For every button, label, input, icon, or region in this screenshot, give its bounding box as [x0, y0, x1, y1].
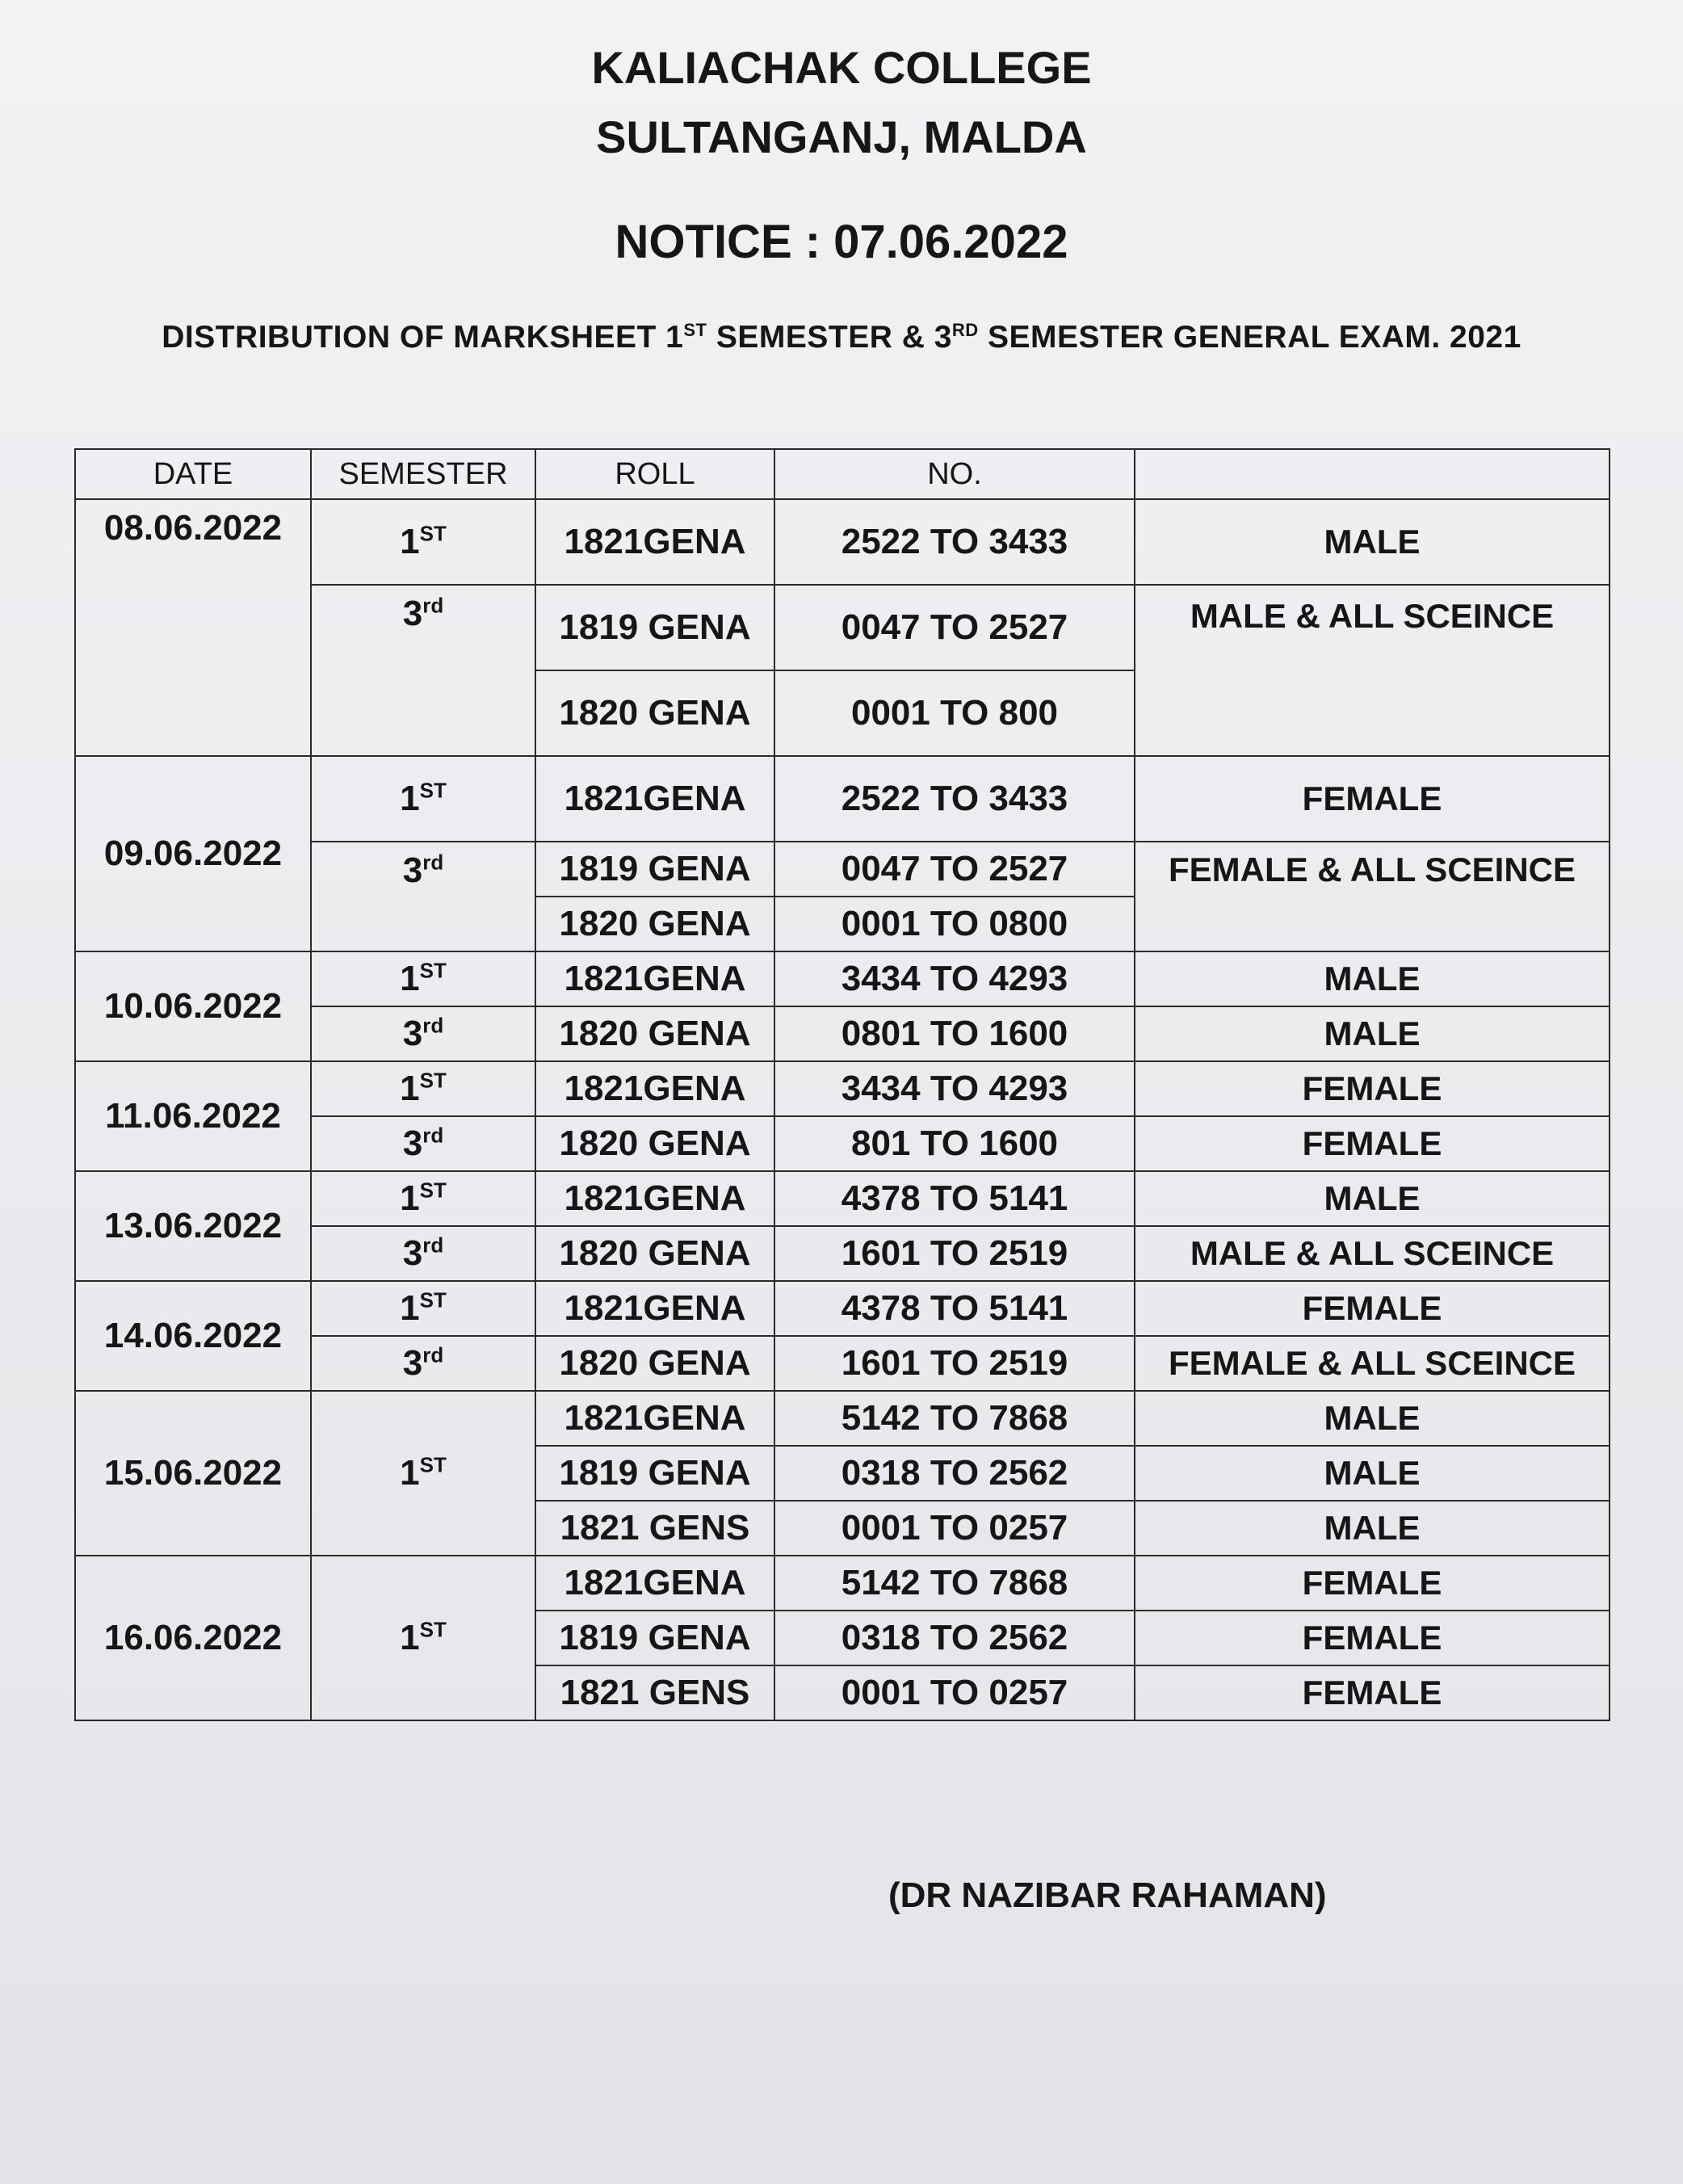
distribution-table: [74, 448, 1610, 1721]
semester-cell: 3rd: [311, 1226, 535, 1281]
no-cell: 0001 TO 800: [774, 670, 1135, 756]
table-row: [75, 951, 1610, 1006]
no-cell: 1601 TO 2519: [774, 1336, 1135, 1391]
category-cell: MALE: [1135, 1391, 1610, 1446]
date-cell: 09.06.2022: [75, 756, 311, 951]
roll-cell: 1819 GENA: [535, 1611, 774, 1665]
table-row: [75, 1171, 1610, 1226]
no-cell: 801 TO 1600: [774, 1116, 1135, 1171]
college-name: KALIACHAK COLLEGE: [591, 42, 1092, 93]
no-cell: 5142 TO 7868: [774, 1556, 1135, 1611]
roll-cell: 1821 GENS: [535, 1501, 774, 1556]
category-cell: FEMALE: [1135, 1116, 1610, 1171]
date-cell: 11.06.2022: [75, 1061, 311, 1171]
semester-cell: 3rd: [311, 1006, 535, 1061]
signatory-name: (DR NAZIBAR RAHAMAN): [888, 1875, 1327, 1915]
no-cell: 0318 TO 2562: [774, 1611, 1135, 1665]
category-cell: MALE & ALL SCEINCE: [1135, 585, 1610, 756]
header-no: NO.: [774, 449, 1135, 499]
subject-middle: SEMESTER & 3: [707, 320, 952, 355]
category-cell: FEMALE: [1135, 1281, 1610, 1336]
roll-cell: 1821GENA: [535, 1171, 774, 1226]
no-cell: 3434 TO 4293: [774, 951, 1135, 1006]
semester-cell: 1ST: [311, 1281, 535, 1336]
semester-cell: 3rd: [311, 842, 535, 951]
roll-cell: 1821GENA: [535, 1281, 774, 1336]
date-cell: 16.06.2022: [75, 1556, 311, 1720]
table-header-row: [75, 449, 1610, 499]
no-cell: 3434 TO 4293: [774, 1061, 1135, 1116]
no-cell: 5142 TO 7868: [774, 1391, 1135, 1446]
no-cell: 2522 TO 3433: [774, 756, 1135, 842]
roll-cell: 1821GENA: [535, 756, 774, 842]
date-cell: 13.06.2022: [75, 1171, 311, 1281]
semester-cell: 3rd: [311, 1116, 535, 1171]
category-cell: FEMALE: [1135, 1611, 1610, 1665]
subject-sup-2: RD: [951, 320, 979, 340]
roll-cell: 1821GENA: [535, 1556, 774, 1611]
no-cell: 0801 TO 1600: [774, 1006, 1135, 1061]
roll-cell: 1819 GENA: [535, 842, 774, 897]
category-cell: MALE: [1135, 1171, 1610, 1226]
notice-subject: [0, 320, 1683, 355]
roll-cell: 1819 GENA: [535, 1446, 774, 1501]
table-row: [75, 1281, 1610, 1336]
category-cell: MALE: [1135, 951, 1610, 1006]
roll-cell: 1821GENA: [535, 1391, 774, 1446]
category-cell: MALE: [1135, 1006, 1610, 1061]
subject-sup-1: ST: [683, 320, 707, 340]
no-cell: 4378 TO 5141: [774, 1281, 1135, 1336]
no-cell: 0047 TO 2527: [774, 585, 1135, 670]
no-cell: 0318 TO 2562: [774, 1446, 1135, 1501]
category-cell: FEMALE & ALL SCEINCE: [1135, 1336, 1610, 1391]
header-roll: ROLL: [535, 449, 774, 499]
semester-cell: 1ST: [311, 951, 535, 1006]
roll-cell: 1820 GENA: [535, 1336, 774, 1391]
table-row: [75, 1391, 1610, 1446]
no-cell: 1601 TO 2519: [774, 1226, 1135, 1281]
no-cell: 0001 TO 0257: [774, 1665, 1135, 1720]
category-cell: FEMALE: [1135, 1061, 1610, 1116]
category-cell: FEMALE: [1135, 756, 1610, 842]
category-cell: MALE: [1135, 1446, 1610, 1501]
roll-cell: 1821GENA: [535, 499, 774, 585]
semester-cell: 1ST: [311, 756, 535, 842]
semester-cell: 1ST: [311, 499, 535, 585]
no-cell: 2522 TO 3433: [774, 499, 1135, 585]
category-cell: MALE: [1135, 1501, 1610, 1556]
no-cell: 4378 TO 5141: [774, 1171, 1135, 1226]
semester-cell: 3rd: [311, 1336, 535, 1391]
subject-prefix: DISTRIBUTION OF MARKSHEET 1: [162, 320, 684, 355]
category-cell: FEMALE: [1135, 1665, 1610, 1720]
semester-cell: 3rd: [311, 585, 535, 756]
semester-cell: 1ST: [311, 1391, 535, 1556]
no-cell: 0001 TO 0800: [774, 897, 1135, 951]
date-cell: 15.06.2022: [75, 1391, 311, 1556]
notice-date: NOTICE : 07.06.2022: [615, 216, 1068, 268]
semester-cell: 1ST: [311, 1171, 535, 1226]
roll-cell: 1821GENA: [535, 1061, 774, 1116]
semester-cell: 1ST: [311, 1061, 535, 1116]
no-cell: 0047 TO 2527: [774, 842, 1135, 897]
table-row: [75, 1061, 1610, 1116]
table-row: [75, 499, 1610, 585]
roll-cell: 1820 GENA: [535, 1006, 774, 1061]
roll-cell: 1821 GENS: [535, 1665, 774, 1720]
college-address: SULTANGANJ, MALDA: [596, 111, 1087, 162]
roll-cell: 1820 GENA: [535, 897, 774, 951]
category-cell: MALE: [1135, 499, 1610, 585]
roll-cell: 1821GENA: [535, 951, 774, 1006]
roll-cell: 1820 GENA: [535, 1226, 774, 1281]
roll-cell: 1819 GENA: [535, 585, 774, 670]
table-row: [75, 756, 1610, 842]
table-row: [75, 1556, 1610, 1611]
semester-cell: 1ST: [311, 1556, 535, 1720]
header-category: [1135, 449, 1610, 499]
roll-cell: 1820 GENA: [535, 1116, 774, 1171]
subject-suffix: SEMESTER GENERAL EXAM. 2021: [978, 320, 1521, 355]
header-semester: SEMESTER: [311, 449, 535, 499]
no-cell: 0001 TO 0257: [774, 1501, 1135, 1556]
header-date: DATE: [75, 449, 311, 499]
date-cell: 10.06.2022: [75, 951, 311, 1061]
category-cell: MALE & ALL SCEINCE: [1135, 1226, 1610, 1281]
roll-cell: 1820 GENA: [535, 670, 774, 756]
category-cell: FEMALE: [1135, 1556, 1610, 1611]
date-cell: 14.06.2022: [75, 1281, 311, 1391]
category-cell: FEMALE & ALL SCEINCE: [1135, 842, 1610, 951]
date-cell: 08.06.2022: [75, 499, 311, 756]
